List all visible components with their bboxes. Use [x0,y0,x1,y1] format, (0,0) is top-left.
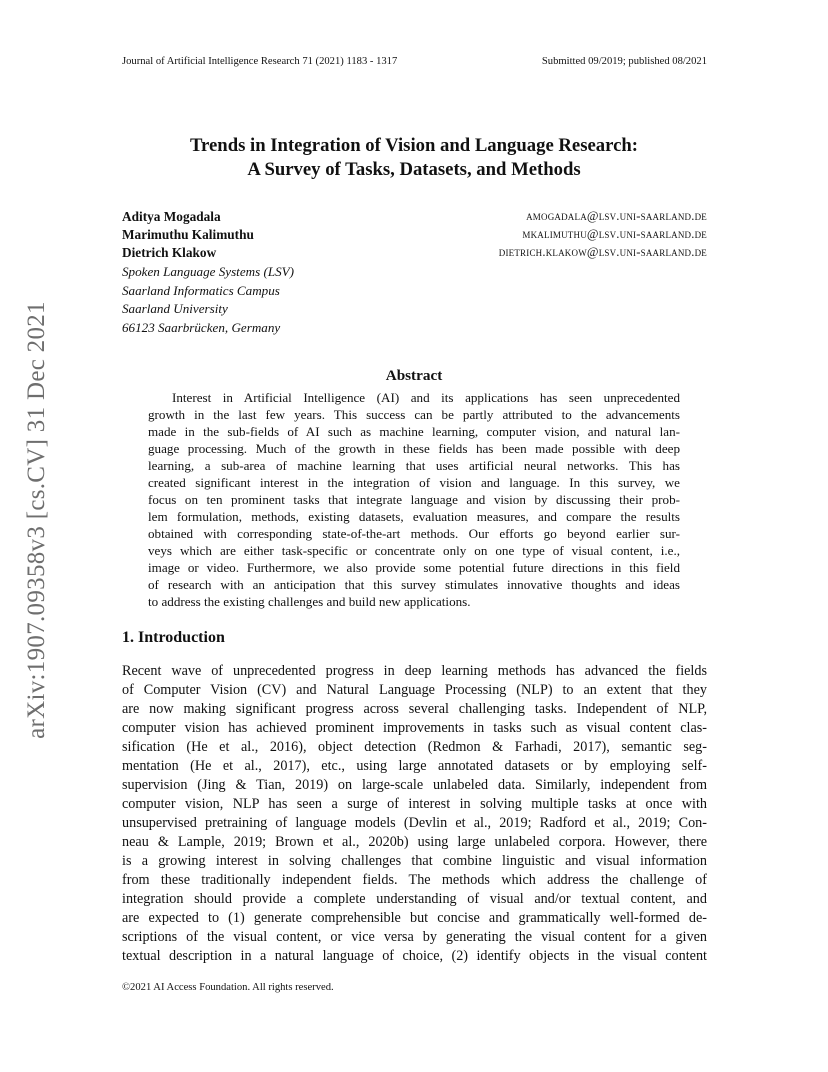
copyright-footer: ©2021 AI Access Foundation. All rights reserved. [122,982,334,993]
body-line: integration should provide a complete understanding of visual and/or textual content, and [122,891,707,907]
section-heading: 1. Introduction [122,629,225,646]
body-line: neau & Lample, 2019; Brown et al., 2020b) using large unlabeled corpora. However, there [122,834,707,850]
abstract-line: focus on ten prominent tasks that integrate language and vision by discussing their prob- [148,492,680,507]
abstract-line: growth in the last few years. This success can be partly attributed to the advancements [148,407,680,422]
body-line: supervision (Jing & Tian, 2019) on large-scale unlabeled data. Similarly, independent from [122,777,707,793]
affiliation-line: Saarland University [122,301,228,316]
body-line: is a growing interest in solving challenges that combine linguistic and visual information [122,853,707,869]
abstract-line: veys which are either task-specific or concentrate only on one type of visual content, i.e., [148,543,680,558]
body-line: are expected to (1) generate comprehensible but concise and grammatically well-formed de- [122,910,707,926]
affiliation-line: Saarland Informatics Campus [122,283,280,298]
title-line: Trends in Integration of Vision and Language Research: [189,135,639,156]
title-line: A Survey of Tasks, Datasets, and Methods [247,159,581,180]
abstract-line: learning, a sub-area of machine learning that uses artificial neural networks. This has [148,458,680,473]
affiliation-line: 66123 Saarbrücken, Germany [122,320,281,335]
abstract-line: guage processing. Much of the growth in these fields has been made possible with deep [148,441,680,456]
body-line: mentation (He et al., 2017), etc., using large annotated datasets or by employing self- [122,758,707,774]
abstract-line: to address the existing challenges and build new applications. [148,594,471,609]
abstract-heading: Abstract [385,367,443,384]
author-name: Marimuthu Kalimuthu [122,227,254,242]
abstract-line: created significant interest in the integration of vision and language. In this survey, we [148,475,680,490]
running-header-journal: Journal of Artificial Intelligence Research 71 (2021) 1183 - 1317 [122,56,398,67]
abstract-line: obtained with corresponding state-of-the-art methods. Our efforts go beyond earlier sur- [148,526,680,541]
body-line: computer vision has achieved prominent improvements in tasks such as visual content clas- [122,720,707,736]
body-line: of Computer Vision (CV) and Natural Language Processing (NLP) to an extent that they [122,682,707,698]
body-line: scriptions of the visual content, or vice versa by generating the visual content for a given [122,929,707,945]
author-row [122,227,707,245]
body-line: are now making significant progress across several challenging tasks. Independent of NLP, [122,701,707,717]
author-row [122,209,707,227]
author-row [122,245,707,263]
abstract-line: Interest in Artificial Intelligence (AI) and its applications has seen unprecedented [172,390,680,405]
body-line: from these traditionally independent fields. The methods which address the challenge of [122,872,707,888]
running-header-dates: Submitted 09/2019; published 08/2021 [541,56,707,67]
abstract-line: made in the sub-fields of AI such as machine learning, computer vision, and natural lan- [148,424,680,439]
abstract-line: image or video. Furthermore, we also provide some potential future directions in this field [148,560,680,575]
arxiv-identifier: arXiv:1907.09358v3 [cs.CV] 31 Dec 2021 [23,301,50,739]
abstract-line: lem formulation, methods, existing datasets, evaluation measures, and compare the results [148,509,680,524]
affiliation-line: Spoken Language Systems (LSV) [122,264,295,279]
body-line: textual description in a natural language of choice, (2) identify objects in the visual content [122,948,707,964]
author-email: dietrich.klakow@lsv.uni-saarland.de [498,245,707,259]
author-name: Dietrich Klakow [122,245,217,260]
author-name: Aditya Mogadala [122,209,221,224]
paper-title [100,134,728,182]
body-line: Recent wave of unprecedented progress in deep learning methods has advanced the fields [122,663,707,679]
author-email: mkalimuthu@lsv.uni-saarland.de [522,227,707,241]
body-line: unsupervised pretraining of language models (Devlin et al., 2019; Radford et al., 2019; Con- [122,815,707,831]
body-line: computer vision, NLP has seen a surge of interest in solving multiple tasks at once with [122,796,707,812]
author-email: amogadala@lsv.uni-saarland.de [526,209,707,223]
body-line: sification (He et al., 2016), object detection (Redmon & Farhadi, 2017), semantic seg- [122,739,707,755]
abstract-line: of research with an anticipation that this survey stimulates innovative thoughts and ideas [148,577,680,592]
